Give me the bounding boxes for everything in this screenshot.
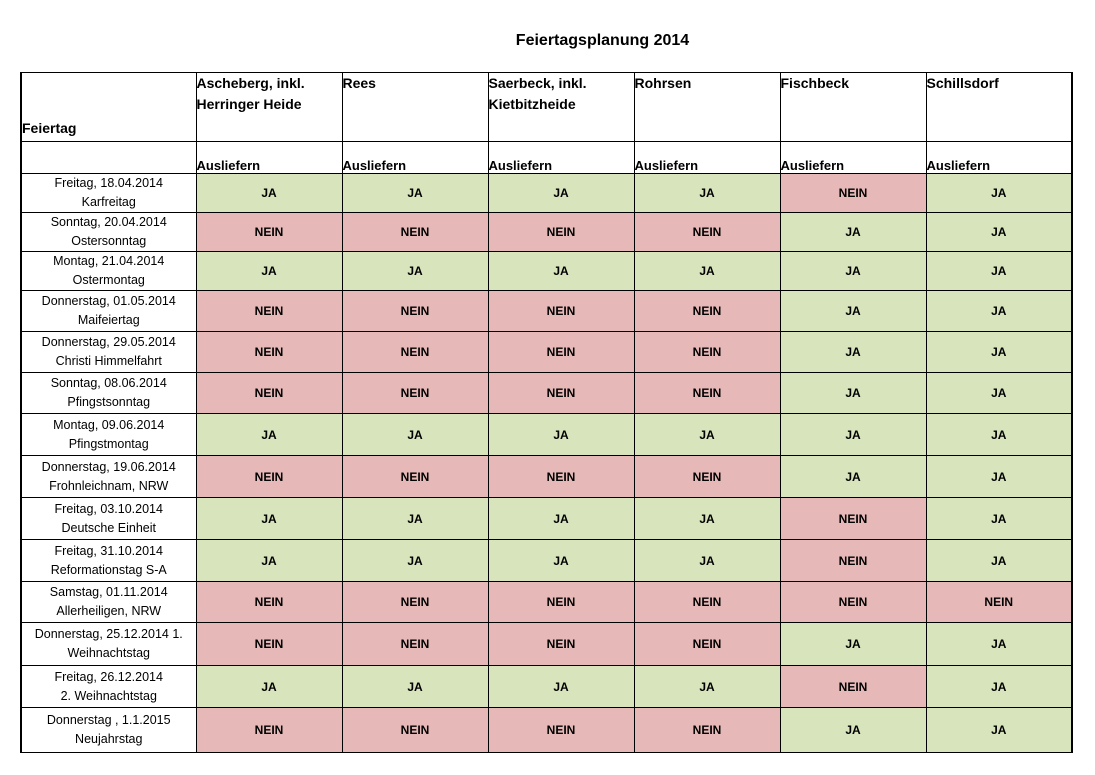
delivery-status-cell: JA <box>196 174 342 213</box>
holiday-cell <box>21 623 196 666</box>
column-header-location: Schillsdorf <box>926 73 1072 142</box>
holiday-cell <box>21 582 196 623</box>
table-row <box>21 623 1072 666</box>
delivery-status-cell: JA <box>634 414 780 456</box>
delivery-status-cell: JA <box>634 252 780 291</box>
delivery-status-cell: NEIN <box>634 291 780 332</box>
delivery-status-cell: NEIN <box>488 582 634 623</box>
holiday-name: Weihnachtstag <box>67 646 150 660</box>
delivery-status-cell: NEIN <box>780 498 926 540</box>
holiday-name: Pfingstmontag <box>68 436 149 451</box>
delivery-status-cell: NEIN <box>488 332 634 373</box>
delivery-status-cell: JA <box>196 498 342 540</box>
delivery-status-cell: NEIN <box>196 373 342 414</box>
table-row <box>21 252 1072 291</box>
holiday-name: Karfreitag <box>81 195 136 209</box>
table-row <box>21 540 1072 582</box>
holiday-date: Donnerstag, 19.06.2014 <box>41 459 176 474</box>
column-header-location: Ascheberg, inkl. Herringer Heide <box>196 73 342 142</box>
subheader-ausliefern: Ausliefern <box>488 142 634 174</box>
holiday-cell <box>21 252 196 291</box>
table-row <box>21 498 1072 540</box>
delivery-status-cell: JA <box>926 498 1072 540</box>
delivery-status-cell: NEIN <box>342 582 488 623</box>
subheader-row <box>21 142 1072 174</box>
delivery-status-cell: JA <box>926 174 1072 213</box>
column-header-location: Fischbeck <box>780 73 926 142</box>
delivery-status-cell: JA <box>780 456 926 498</box>
delivery-status-cell: NEIN <box>926 582 1072 623</box>
delivery-status-cell: JA <box>342 666 488 708</box>
holiday-cell <box>21 174 196 213</box>
table-row <box>21 414 1072 456</box>
table-row <box>21 456 1072 498</box>
delivery-status-cell: JA <box>780 623 926 666</box>
holiday-name: Christi Himmelfahrt <box>55 354 162 368</box>
delivery-status-cell: NEIN <box>488 623 634 666</box>
holiday-date: Freitag, 18.04.2014 <box>54 176 163 190</box>
delivery-status-cell: JA <box>926 456 1072 498</box>
delivery-status-cell: NEIN <box>780 174 926 213</box>
page-title: Feiertagsplanung 2014 <box>515 32 690 49</box>
holiday-name: Pfingstsonntag <box>67 395 151 409</box>
delivery-status-cell: JA <box>780 213 926 252</box>
delivery-status-cell: JA <box>342 414 488 456</box>
delivery-status-cell: NEIN <box>196 582 342 623</box>
holiday-cell <box>21 456 196 498</box>
subheader-ausliefern: Ausliefern <box>634 142 780 174</box>
holiday-date: Sonntag, 08.06.2014 <box>50 376 167 390</box>
delivery-status-cell: JA <box>342 174 488 213</box>
delivery-status-cell: JA <box>780 708 926 753</box>
delivery-status-cell: JA <box>196 414 342 456</box>
delivery-status-cell: JA <box>780 252 926 291</box>
delivery-status-cell: JA <box>488 414 634 456</box>
subheader-ausliefern: Ausliefern <box>780 142 926 174</box>
holiday-cell <box>21 498 196 540</box>
holiday-cell <box>21 540 196 582</box>
holiday-name: Neujahrstag <box>75 732 143 746</box>
holiday-name: Deutsche Einheit <box>61 520 156 535</box>
holiday-date: Freitag, 31.10.2014 <box>54 543 163 558</box>
holiday-name: Ostermontag <box>72 273 145 287</box>
delivery-status-cell: JA <box>926 708 1072 753</box>
table-row <box>21 213 1072 252</box>
holiday-date: Samstag, 01.11.2014 <box>49 585 168 599</box>
delivery-status-cell: JA <box>488 540 634 582</box>
holiday-date: Donnerstag, 01.05.2014 <box>41 294 176 308</box>
delivery-status-cell: JA <box>488 174 634 213</box>
holiday-table <box>20 72 1073 753</box>
holiday-name: Maifeiertag <box>77 313 140 327</box>
holiday-name: Frohnleichnam, NRW <box>49 478 169 493</box>
table-row <box>21 373 1072 414</box>
holiday-name: Ostersonntag <box>71 234 147 248</box>
delivery-status-cell: NEIN <box>634 456 780 498</box>
holiday-date: Donnerstag , 1.1.2015 <box>46 713 171 727</box>
delivery-status-cell: NEIN <box>780 540 926 582</box>
delivery-status-cell: NEIN <box>196 708 342 753</box>
holiday-date: Montag, 21.04.2014 <box>53 254 165 268</box>
delivery-status-cell: JA <box>780 291 926 332</box>
delivery-status-cell: JA <box>488 498 634 540</box>
delivery-status-cell: JA <box>926 623 1072 666</box>
holiday-cell <box>21 414 196 456</box>
delivery-status-cell: JA <box>926 332 1072 373</box>
delivery-status-cell: NEIN <box>196 291 342 332</box>
delivery-status-cell: NEIN <box>196 456 342 498</box>
delivery-status-cell: NEIN <box>342 456 488 498</box>
delivery-status-cell: NEIN <box>488 291 634 332</box>
delivery-status-cell: JA <box>926 414 1072 456</box>
delivery-status-cell: JA <box>342 540 488 582</box>
delivery-status-cell: NEIN <box>634 623 780 666</box>
delivery-status-cell: JA <box>926 373 1072 414</box>
delivery-status-cell: NEIN <box>780 582 926 623</box>
delivery-status-cell: JA <box>926 666 1072 708</box>
delivery-status-cell: NEIN <box>634 332 780 373</box>
delivery-status-cell: JA <box>926 540 1072 582</box>
delivery-status-cell: JA <box>342 252 488 291</box>
holiday-date: Donnerstag, 25.12.2014 1. <box>34 627 183 641</box>
table-row <box>21 174 1072 213</box>
holiday-cell <box>21 373 196 414</box>
subheader-ausliefern: Ausliefern <box>342 142 488 174</box>
table-row <box>21 666 1072 708</box>
holiday-date: Montag, 09.06.2014 <box>53 417 165 432</box>
delivery-status-cell: JA <box>196 666 342 708</box>
delivery-status-cell: NEIN <box>488 373 634 414</box>
delivery-status-cell: JA <box>196 252 342 291</box>
delivery-status-cell: JA <box>634 174 780 213</box>
holiday-date: Sonntag, 20.04.2014 <box>50 215 167 229</box>
delivery-status-cell: JA <box>926 252 1072 291</box>
holiday-name: 2. Weihnachtstag <box>60 688 157 703</box>
delivery-status-cell: JA <box>634 540 780 582</box>
delivery-status-cell: JA <box>926 291 1072 332</box>
subheader-ausliefern: Ausliefern <box>926 142 1072 174</box>
delivery-status-cell: JA <box>488 666 634 708</box>
holiday-name: Allerheiligen, NRW <box>56 604 162 618</box>
delivery-status-cell: NEIN <box>780 666 926 708</box>
delivery-status-cell: NEIN <box>342 332 488 373</box>
delivery-status-cell: NEIN <box>342 291 488 332</box>
delivery-status-cell: NEIN <box>488 708 634 753</box>
delivery-status-cell: JA <box>780 414 926 456</box>
delivery-status-cell: NEIN <box>342 213 488 252</box>
column-header-location: Saerbeck, inkl. Kietbitzheide <box>488 73 634 142</box>
delivery-status-cell: NEIN <box>196 623 342 666</box>
holiday-date: Freitag, 26.12.2014 <box>54 669 163 684</box>
delivery-status-cell: NEIN <box>342 708 488 753</box>
delivery-status-cell: NEIN <box>634 373 780 414</box>
delivery-status-cell: NEIN <box>634 708 780 753</box>
delivery-status-cell: NEIN <box>488 456 634 498</box>
delivery-status-cell: NEIN <box>634 582 780 623</box>
delivery-status-cell: NEIN <box>342 623 488 666</box>
holiday-cell <box>21 332 196 373</box>
table-row <box>21 332 1072 373</box>
delivery-status-cell: NEIN <box>196 332 342 373</box>
holiday-date: Donnerstag, 29.05.2014 <box>41 335 176 349</box>
delivery-status-cell: JA <box>780 332 926 373</box>
delivery-status-cell: NEIN <box>196 213 342 252</box>
delivery-status-cell: NEIN <box>342 373 488 414</box>
holiday-cell <box>21 708 196 753</box>
delivery-status-cell: JA <box>780 373 926 414</box>
holiday-date: Freitag, 03.10.2014 <box>54 501 163 516</box>
header-row <box>21 73 1072 142</box>
table-row <box>21 291 1072 332</box>
column-header-location: Rees <box>342 73 488 142</box>
column-header-location: Rohrsen <box>634 73 780 142</box>
column-header-feiertag: Feiertag <box>21 73 196 142</box>
subheader-ausliefern: Ausliefern <box>196 142 342 174</box>
delivery-status-cell: JA <box>196 540 342 582</box>
delivery-status-cell: NEIN <box>634 213 780 252</box>
subheader-empty <box>21 142 196 174</box>
holiday-cell <box>21 291 196 332</box>
delivery-status-cell: NEIN <box>488 213 634 252</box>
delivery-status-cell: JA <box>634 666 780 708</box>
holiday-cell <box>21 666 196 708</box>
delivery-status-cell: JA <box>342 498 488 540</box>
delivery-status-cell: JA <box>634 498 780 540</box>
table-row <box>21 582 1072 623</box>
delivery-status-cell: JA <box>926 213 1072 252</box>
delivery-status-cell: JA <box>488 252 634 291</box>
holiday-cell <box>21 213 196 252</box>
holiday-name: Reformationstag S-A <box>50 562 167 577</box>
table-row <box>21 708 1072 753</box>
